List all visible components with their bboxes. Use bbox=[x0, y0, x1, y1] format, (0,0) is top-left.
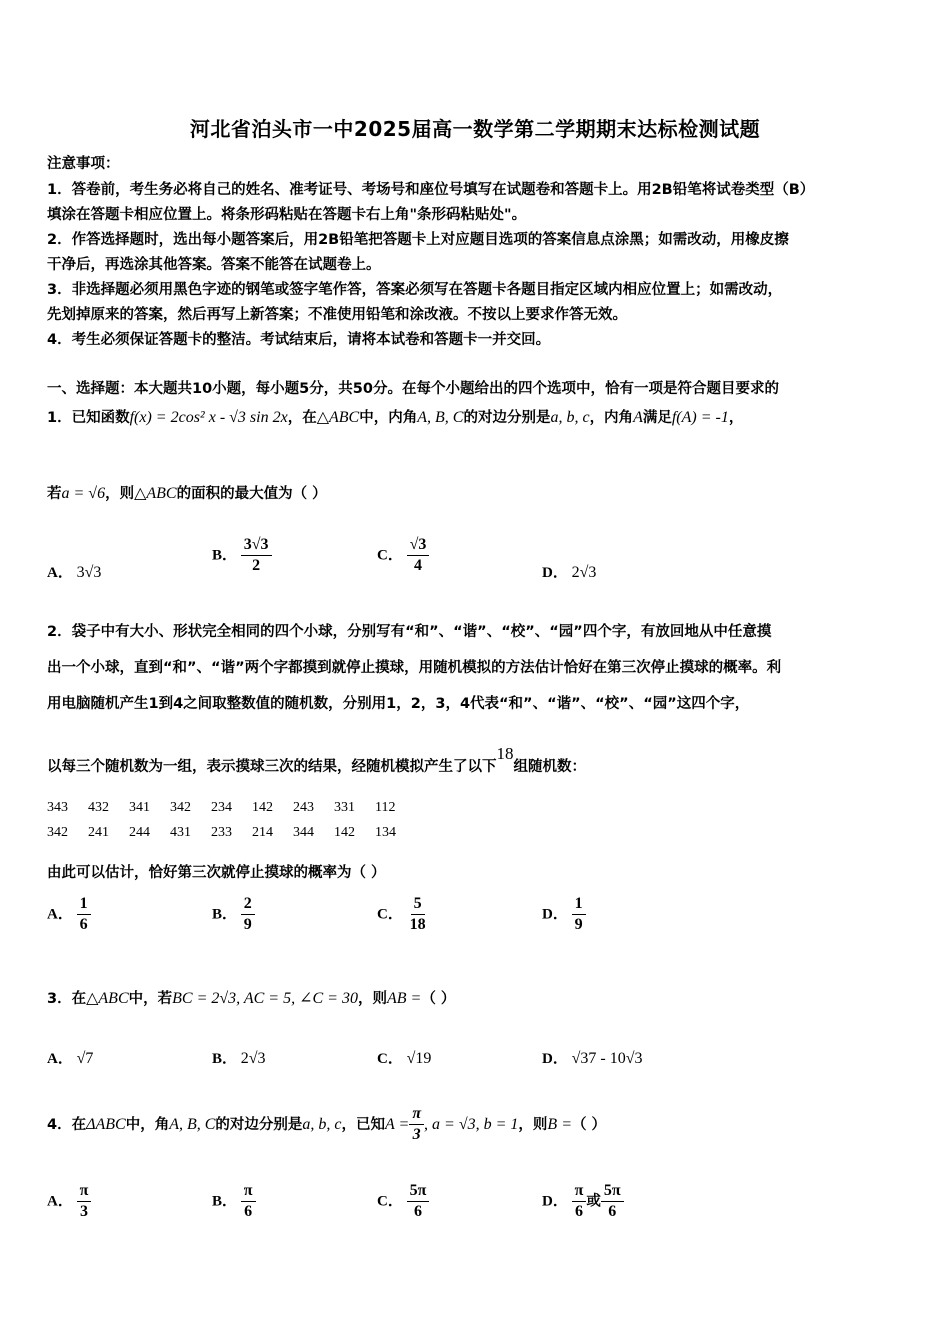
q1-intro: 1．已知函数 bbox=[47, 410, 130, 426]
q1-option-a[interactable]: A． 3√3 bbox=[47, 564, 102, 581]
question-1-line-2: 若a = √6，则△ABC的面积的最大值为（ ） bbox=[47, 485, 327, 502]
question-2-line-4: 以每三个随机数为一组，表示摸球三次的结果，经随机模拟产生了以下18组随机数： bbox=[47, 744, 586, 775]
notice-heading: 注意事项： bbox=[47, 156, 120, 172]
q4-option-a[interactable]: A． $\frac{\pi}{3}$ bbox=[47, 1182, 91, 1222]
q1-option-d[interactable]: D． 2√3 bbox=[542, 564, 597, 581]
question-4: 4．在ΔABC中，角A, B, C的对边分别是a, b, c，已知A = $\frac{\pi}{3}$ , a = √3, b = 1，则B =（ ） bbox=[47, 1105, 607, 1144]
q4-option-d[interactable]: D． $\frac{\pi}{6}$ 或 $\frac{5\pi}{6}$ bbox=[542, 1182, 624, 1222]
question-1: 1．已知函数f(x) = 2cos² x - √3 sin 2x，在△ABC中，内角A, B, C的对边分别是a, b, c，内角A满足f(A) = -1， bbox=[47, 409, 744, 426]
notice-line-6: 先划掉原来的答案，然后再写上新答案；不准使用铅笔和涂改液。不按以上要求作答无效。 bbox=[47, 307, 627, 323]
q1-option-b[interactable]: B． $\frac{3√3}{2}$ bbox=[212, 536, 272, 576]
q1-triangle: △ABC bbox=[316, 409, 360, 426]
notice-line-3: 2．作答选择题时，选出每小题答案后，用2B铅笔把答题卡上对应题目选项的答案信息点涂黑；如需改动，用橡皮擦 bbox=[47, 232, 789, 248]
q1-function: f(x) = 2cos² x - √3 sin 2x bbox=[129, 409, 288, 426]
q4-option-b[interactable]: B． $\frac{\pi}{6}$ bbox=[212, 1182, 256, 1222]
question-2-line-1: 2．袋子中有大小、形状完全相同的四个小球，分别写有“和”、“谐”、“校”、“园”四个字，有放回地从中任意摸 bbox=[47, 624, 772, 640]
question-2-line-5: 由此可以估计，恰好第三次就停止摸球的概率为（ ） bbox=[47, 865, 386, 881]
q3-condition: BC = 2√3, AC = 5, ∠C = 30 bbox=[172, 990, 358, 1007]
notice-line-7: 4．考生必须保证答题卡的整洁。考试结束后，请将本试卷和答题卡一并交回。 bbox=[47, 332, 551, 348]
q2-option-d[interactable]: D． $\frac{1}{9}$ bbox=[542, 895, 586, 935]
q1-option-c[interactable]: C． $\frac{√3}{4}$ bbox=[377, 536, 429, 576]
random-numbers-row-1: 343 432 341 342 234 142 243 331 112 bbox=[47, 800, 396, 815]
q4-option-c[interactable]: C． $\frac{5\pi}{6}$ bbox=[377, 1182, 429, 1222]
q2-option-c[interactable]: C． $\frac{5}{18}$ bbox=[377, 895, 426, 934]
q3-option-a[interactable]: A． √7 bbox=[47, 1050, 94, 1067]
q3-option-c[interactable]: C． √19 bbox=[377, 1050, 432, 1067]
notice-line-5: 3．非选择题必须用黑色字迹的钢笔或签字笔作答，答案必须写在答题卡各题目指定区域内相应位置上；如需改动， bbox=[47, 282, 783, 298]
q1-condition: f(A) = -1 bbox=[671, 409, 729, 426]
q2-option-a[interactable]: A． $\frac{1}{6}$ bbox=[47, 895, 91, 935]
q2-option-b[interactable]: B． $\frac{2}{9}$ bbox=[212, 895, 255, 935]
section-heading: 一、选择题：本大题共10小题，每小题5分，共50分。在每个小题给出的四个选项中，恰有一项是符合题目要求的 bbox=[47, 381, 779, 397]
notice-line-4: 干净后，再选涂其他答案。答案不能答在试题卷上。 bbox=[47, 257, 381, 273]
question-3: 3．在△ABC中，若BC = 2√3, AC = 5, ∠C = 30，则AB =（ ） bbox=[47, 990, 456, 1007]
q3-option-d[interactable]: D． √37 - 10√3 bbox=[542, 1050, 643, 1067]
q3-option-b[interactable]: B． 2√3 bbox=[212, 1050, 266, 1067]
question-2-line-2: 出一个小球，直到“和”、“谐”两个字都摸到就停止摸球，用随机模拟的方法估计恰好在第三次停止摸球的概率。利 bbox=[47, 660, 782, 676]
notice-line-2: 填涂在答题卡相应位置上。将条形码粘贴在答题卡右上角"条形码粘贴处"。 bbox=[47, 207, 527, 223]
notice-line-1: 1．答卷前，考生务必将自己的姓名、准考证号、考场号和座位号填写在试题卷和答题卡上。用2B铅笔将试卷类型（B） bbox=[47, 182, 815, 198]
page-title: 河北省泊头市一中2025届高一数学第二学期期末达标检测试题 bbox=[189, 117, 761, 141]
random-numbers-row-2: 342 241 244 431 233 214 344 142 134 bbox=[47, 825, 396, 840]
question-2-line-3: 用电脑随机产生1到4之间取整数值的随机数，分别用1，2，3，4代表“和”、“谐”、“校”、“园”这四个字， bbox=[47, 696, 750, 712]
